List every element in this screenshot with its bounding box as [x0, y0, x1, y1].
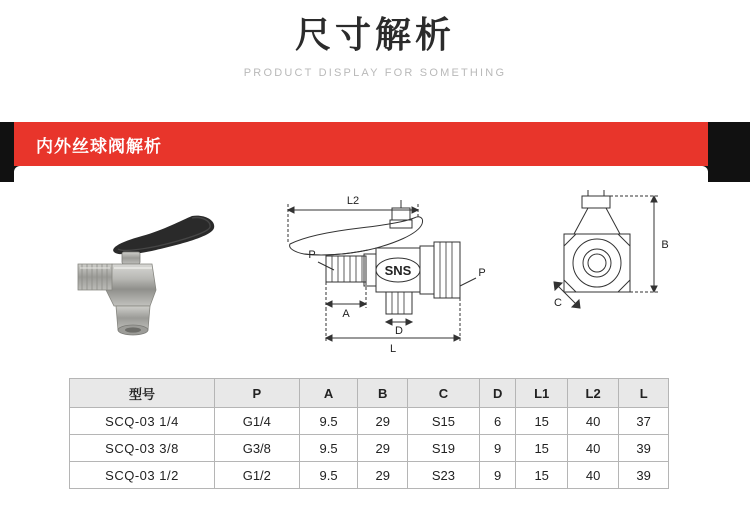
cell-l: 37	[619, 408, 669, 435]
cell-model: SCQ-03 1/2	[70, 462, 215, 489]
cell-p: G1/2	[215, 462, 300, 489]
cell-b: 29	[358, 408, 408, 435]
drawing-side-view	[534, 182, 684, 362]
front-view-svg	[264, 182, 524, 362]
col-header-c: C	[408, 379, 480, 408]
ball-valve-photo-illustration	[64, 194, 254, 344]
drawing-front-view	[264, 182, 524, 362]
dim-label-a: A	[342, 308, 350, 320]
dim-label-l: L	[389, 343, 397, 355]
dim-label-c: C	[554, 297, 562, 309]
content-card	[14, 166, 708, 496]
cell-l2: 40	[567, 408, 618, 435]
dim-label-d: D	[395, 325, 403, 337]
cell-b: 29	[358, 462, 408, 489]
cell-d: 9	[479, 462, 516, 489]
dim-label-l2: L2	[346, 195, 360, 207]
dim-label-p-right: P	[478, 267, 486, 279]
cell-l: 39	[619, 435, 669, 462]
section-title-label: 内外丝球阀解析	[36, 136, 162, 156]
col-header-b: B	[358, 379, 408, 408]
cell-model: SCQ-03 1/4	[70, 408, 215, 435]
table-header-row	[70, 379, 669, 408]
table-row	[70, 408, 669, 435]
cell-a: 9.5	[299, 408, 358, 435]
col-header-l2: L2	[567, 379, 618, 408]
cell-c: S15	[408, 408, 480, 435]
spec-table-container	[69, 378, 669, 489]
cell-c: S19	[408, 435, 480, 462]
col-header-model: 型号	[70, 379, 215, 408]
col-header-p: P	[215, 379, 300, 408]
col-header-l: L	[619, 379, 669, 408]
cell-b: 29	[358, 435, 408, 462]
table-row	[70, 462, 669, 489]
spec-table-head	[70, 379, 669, 408]
col-header-l1: L1	[516, 379, 567, 408]
table-row	[70, 435, 669, 462]
cell-p: G3/8	[215, 435, 300, 462]
section-title-bar	[14, 122, 708, 166]
brand-mark-sns: SNS	[384, 263, 412, 278]
col-header-d: D	[479, 379, 516, 408]
page-title: 尺寸解析	[294, 14, 455, 55]
cell-l1: 15	[516, 408, 567, 435]
cell-model: SCQ-03 3/8	[70, 435, 215, 462]
cell-a: 9.5	[299, 435, 358, 462]
cell-p: G1/4	[215, 408, 300, 435]
cell-a: 9.5	[299, 462, 358, 489]
dim-label-p-left: P	[308, 249, 316, 261]
side-view-svg	[534, 182, 684, 362]
cell-l1: 15	[516, 435, 567, 462]
col-header-a: A	[299, 379, 358, 408]
cell-l1: 15	[516, 462, 567, 489]
cell-d: 6	[479, 408, 516, 435]
cell-l2: 40	[567, 435, 618, 462]
cell-l2: 40	[567, 462, 618, 489]
cell-c: S23	[408, 462, 480, 489]
cell-l: 39	[619, 462, 669, 489]
dim-label-b: B	[661, 239, 669, 251]
page-subtitle: PRODUCT DISPLAY FOR SOMETHING	[243, 67, 507, 79]
spec-table-body	[70, 408, 669, 489]
product-photo	[64, 194, 254, 344]
page-header	[0, 0, 750, 108]
spec-table	[69, 378, 669, 489]
cell-d: 9	[479, 435, 516, 462]
